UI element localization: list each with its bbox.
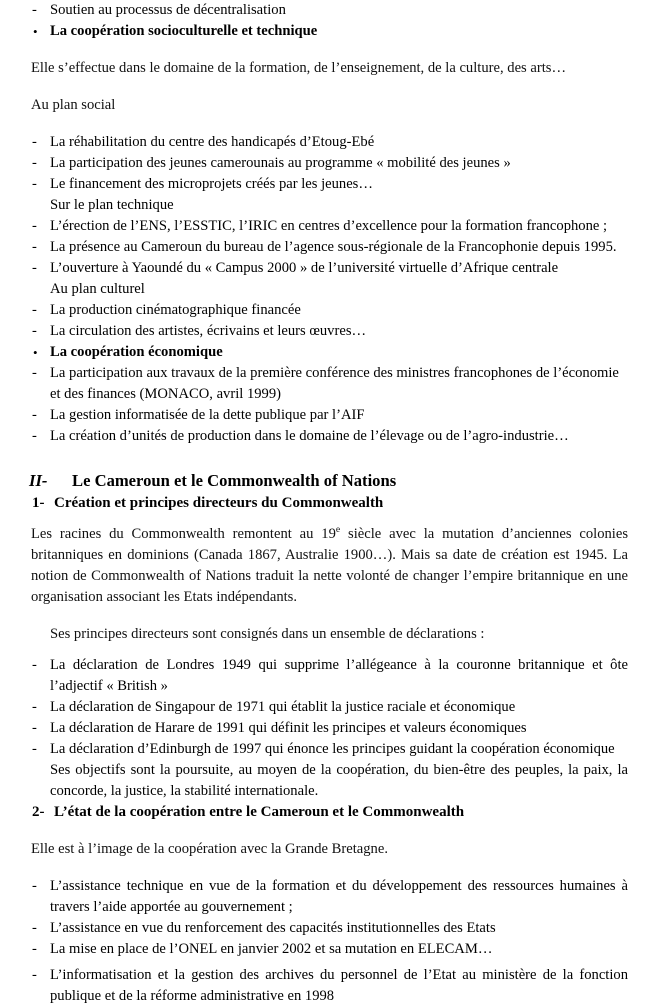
dash-marker: - [32,407,37,423]
dash-marker: - [32,741,37,757]
vertical-spacer [0,823,651,839]
list-item [0,258,628,279]
list-item [0,216,628,237]
list-item [0,965,628,1007]
list-item-heading-label: La coopération économique [50,344,223,360]
list-item [0,655,628,697]
list-item-label: La mise en place de l’ONEL en janvier 2002 et sa mutation en ELECAM… [50,941,493,957]
dash-marker: - [32,967,37,983]
section-heading-label: Le Cameroun et le Commonwealth of Nations [72,471,397,490]
list-item [0,405,628,426]
dash-marker: - [32,260,37,276]
list-item-label: La participation aux travaux de la première conférence des ministres francophones de l’économie et des finances (MONACO, avril 1999) [50,365,619,402]
list-item-label: L’informatisation et la gestion des archives du personnel de l’Etat au ministère de la fonction publique et de la réforme administrative en 1998 [50,967,628,1004]
list-item [0,697,628,718]
dash-marker: - [32,428,37,444]
subsection-heading [0,802,651,823]
list-item-label: L’assistance en vue du renforcement des capacités institutionnelles des Etats [50,920,496,936]
dash-marker: - [32,920,37,936]
ordinal-superscript: e [335,524,341,536]
paragraph-text-before: Les racines du Commonwealth remontent au 19 [31,526,336,542]
list-item-label: L’assistance technique en vue de la formation et du développement des ressources humaines à travers l’aide apportée au gouvernement ; [50,878,628,915]
section-heading-roman [0,469,651,493]
subsection-number: 2- [32,804,45,820]
vertical-spacer [0,860,651,876]
vertical-spacer [0,447,651,469]
list-item [0,237,628,258]
list-item [0,321,628,342]
list-item-heading [0,342,628,363]
list-item-label: La réhabilitation du centre des handicapés d’Etoug-Ebé [50,134,375,150]
vertical-spacer [0,79,651,95]
list-item [0,739,628,760]
body-paragraph-superscript [31,524,628,608]
subsection-heading-label: Création et principes directeurs du Commonwealth [54,495,384,511]
list-item-heading-label: La coopération socioculturelle et technique [50,23,318,39]
dash-marker: - [32,155,37,171]
list-item [0,132,628,153]
list-subheading: Sur le plan technique [50,197,174,213]
dash-marker: - [32,720,37,736]
list-item-label: La participation des jeunes camerounais au programme « mobilité des jeunes » [50,155,511,171]
dash-marker: - [32,239,37,255]
list-item-label: La circulation des artistes, écrivains et leurs œuvres… [50,323,367,339]
list-item-label: L’érection de l’ENS, l’ESSTIC, l’IRIC en centres d’excellence pour la formation francophone ; [50,218,608,234]
dash-marker: - [32,302,37,318]
body-paragraph: Elle s’effectue dans le domaine de la formation, de l’enseignement, de la culture, des arts… [31,60,567,76]
list-subheading: Au plan culturel [50,281,145,297]
paragraph-text-after: siècle avec la mutation d’anciennes colonies britanniques en dominions (Canada 1867, Australie 1900…). Mais sa date de création est 1945. La notion de Commonwealth of Nations traduit la nette volonté de changer l’empire britannique en une organisation associant les Etats indépendants. [31,526,628,605]
dash-marker: - [32,699,37,715]
list-item [0,0,628,21]
section-number: II- [29,471,48,490]
vertical-spacer [0,116,651,132]
dash-marker: - [32,878,37,894]
vertical-spacer [0,514,651,524]
list-item-label: La gestion informatisée de la dette publique par l’AIF [50,407,365,423]
list-item [0,300,628,321]
list-item [0,876,628,918]
list-item [0,174,628,195]
subsection-heading-label: L’état de la coopération entre le Cameroun et le Commonwealth [54,804,465,820]
dash-marker: - [32,657,37,673]
subsection-heading [0,493,651,514]
dash-marker: - [32,941,37,957]
dash-marker: - [32,218,37,234]
list-item [0,363,628,405]
bullet-marker: • [33,345,38,360]
bullet-marker: • [33,24,38,39]
list-item-label: Soutien au processus de décentralisation [50,2,286,18]
list-item-label: La présence au Cameroun du bureau de l’agence sous-régionale de la Francophonie depuis 1995. [50,239,617,255]
list-item [0,426,628,447]
dash-marker: - [32,365,37,381]
list-item-label: Le financement des microprojets créés par les jeunes… [50,176,373,192]
body-paragraph: Au plan social [31,97,116,113]
list-item-label: L’ouverture à Yaoundé du « Campus 2000 » de l’université virtuelle d’Afrique centrale [50,260,559,276]
vertical-spacer [0,42,651,58]
list-item-label: La déclaration de Londres 1949 qui supprime l’allégeance à la couronne britannique et ôte l’adjectif « British » [50,657,628,694]
vertical-spacer [0,608,651,624]
dash-marker: - [32,2,37,18]
list-item [0,939,628,960]
list-item [0,718,628,739]
list-continuation-text: Ses objectifs sont la poursuite, au moyen de la coopération, du bien-être des peuples, la paix, la concorde, la justice, la stabilité internationale. [50,762,628,799]
list-item-label: La création d’unités de production dans le domaine de l’élevage ou de l’agro-industrie… [50,428,569,444]
list-item [0,918,628,939]
list-item-label: La production cinématographique financée [50,302,301,318]
list-item-label: La déclaration de Harare de 1991 qui définit les principes et valeurs économiques [50,720,527,736]
dash-marker: - [32,134,37,150]
subsection-number: 1- [32,495,45,511]
vertical-spacer [0,645,651,655]
dash-marker: - [32,176,37,192]
list-item [0,153,628,174]
dash-marker: - [32,323,37,339]
list-item-label: La déclaration de Singapour de 1971 qui établit la justice raciale et économique [50,699,516,715]
body-paragraph: Elle est à l’image de la coopération avec la Grande Bretagne. [31,841,388,857]
indented-paragraph: Ses principes directeurs sont consignés dans un ensemble de déclarations : [50,626,485,642]
list-item-label: La déclaration d’Edinburgh de 1997 qui énonce les principes guidant la coopération économique [50,741,615,757]
list-item-heading [0,21,628,42]
